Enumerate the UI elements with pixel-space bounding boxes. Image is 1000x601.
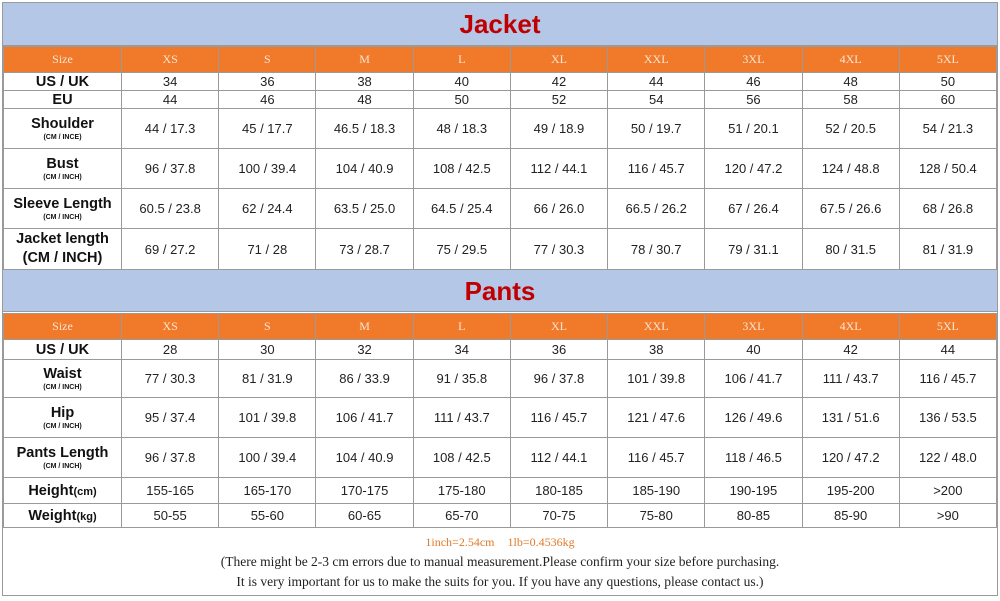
size-header-cell: XL <box>510 47 607 73</box>
value-cell: 51 / 20.1 <box>705 109 802 149</box>
value-cell: 81 / 31.9 <box>899 229 996 270</box>
value-cell: 67 / 26.4 <box>705 189 802 229</box>
value-cell: 185-190 <box>608 478 705 504</box>
measurement-row <box>4 340 997 360</box>
size-header-label: Size <box>4 47 122 73</box>
row-unit: (CM / INCE) <box>43 133 82 141</box>
value-cell: 38 <box>608 340 705 360</box>
value-cell: 34 <box>122 73 219 91</box>
pants-size-table <box>3 313 997 528</box>
value-cell: 79 / 31.1 <box>705 229 802 270</box>
row-unit: (CM / INCH) <box>43 213 82 221</box>
value-cell: 56 <box>705 91 802 109</box>
row-header <box>4 438 122 478</box>
value-cell: 104 / 40.9 <box>316 149 413 189</box>
row-header <box>4 189 122 229</box>
value-cell: 66.5 / 26.2 <box>608 189 705 229</box>
value-cell: 116 / 45.7 <box>510 398 607 438</box>
value-cell: 111 / 43.7 <box>413 398 510 438</box>
row-unit: (CM / INCH) <box>43 173 82 181</box>
value-cell: 55-60 <box>219 504 316 528</box>
measurement-row <box>4 229 997 270</box>
size-chart <box>2 2 998 596</box>
size-header-cell: 4XL <box>802 314 899 340</box>
value-cell: 190-195 <box>705 478 802 504</box>
value-cell: >90 <box>899 504 996 528</box>
notes-section <box>3 525 997 595</box>
row-unit: (CM / INCH) <box>43 422 82 430</box>
value-cell: 49 / 18.9 <box>510 109 607 149</box>
measurement-row <box>4 360 997 398</box>
value-cell: 75 / 29.5 <box>413 229 510 270</box>
jacket-size-table <box>3 46 997 270</box>
value-cell: 34 <box>413 340 510 360</box>
value-cell: 112 / 44.1 <box>510 149 607 189</box>
value-cell: 67.5 / 26.6 <box>802 189 899 229</box>
row-label: Sleeve Length <box>13 195 112 212</box>
value-cell: 54 <box>608 91 705 109</box>
row-label: Bust <box>46 155 79 172</box>
value-cell: 62 / 24.4 <box>219 189 316 229</box>
value-cell: 68 / 26.8 <box>899 189 996 229</box>
value-cell: 44 <box>899 340 996 360</box>
value-cell: 44 <box>608 73 705 91</box>
value-cell: 30 <box>219 340 316 360</box>
value-cell: 44 <box>122 91 219 109</box>
value-cell: 28 <box>122 340 219 360</box>
size-header-cell: 5XL <box>899 314 996 340</box>
value-cell: 96 / 37.8 <box>122 149 219 189</box>
value-cell: 77 / 30.3 <box>510 229 607 270</box>
row-label: US / UK <box>35 73 90 90</box>
row-header <box>4 229 122 270</box>
pants-title-band <box>3 269 997 312</box>
value-cell: 108 / 42.5 <box>413 438 510 478</box>
row-label: US / UK <box>35 341 90 358</box>
value-cell: 42 <box>802 340 899 360</box>
conversion-note <box>3 532 997 552</box>
row-header <box>4 149 122 189</box>
value-cell: 80 / 31.5 <box>802 229 899 270</box>
measurement-note: (There might be 2-3 cm errors due to manual measurement.Please confirm your size before purchasing. <box>220 554 780 569</box>
value-cell: 73 / 28.7 <box>316 229 413 270</box>
value-cell: 170-175 <box>316 478 413 504</box>
value-cell: 77 / 30.3 <box>122 360 219 398</box>
measurement-row <box>4 478 997 504</box>
value-cell: 36 <box>510 340 607 360</box>
size-header-row <box>4 47 997 73</box>
row-header <box>4 340 122 360</box>
value-cell: 112 / 44.1 <box>510 438 607 478</box>
value-cell: 46.5 / 18.3 <box>316 109 413 149</box>
value-cell: 96 / 37.8 <box>122 438 219 478</box>
value-cell: 46 <box>219 91 316 109</box>
value-cell: 101 / 39.8 <box>608 360 705 398</box>
value-cell: 70-75 <box>510 504 607 528</box>
size-header-cell: 3XL <box>705 314 802 340</box>
size-header-row <box>4 314 997 340</box>
row-unit: (kg) <box>76 510 97 523</box>
pants-title: Pants <box>464 276 536 306</box>
size-header-label: Size <box>4 314 122 340</box>
row-label: Jacket length <box>16 231 109 247</box>
row-label: Hip <box>50 404 75 421</box>
value-cell: 122 / 48.0 <box>899 438 996 478</box>
size-header-cell: XS <box>122 47 219 73</box>
value-cell: 50 <box>899 73 996 91</box>
value-cell: >200 <box>899 478 996 504</box>
value-cell: 44 / 17.3 <box>122 109 219 149</box>
measurement-row <box>4 504 997 528</box>
size-header-cell: S <box>219 314 316 340</box>
measurement-row <box>4 149 997 189</box>
size-header-cell: XXL <box>608 314 705 340</box>
value-cell: 165-170 <box>219 478 316 504</box>
inch-conversion: 1inch=2.54cm <box>425 535 495 549</box>
row-header <box>4 360 122 398</box>
value-cell: 54 / 21.3 <box>899 109 996 149</box>
value-cell: 48 / 18.3 <box>413 109 510 149</box>
value-cell: 175-180 <box>413 478 510 504</box>
row-header <box>4 91 122 109</box>
value-cell: 80-85 <box>705 504 802 528</box>
size-header-cell: S <box>219 47 316 73</box>
row-label: Weight <box>28 507 77 524</box>
value-cell: 58 <box>802 91 899 109</box>
measurement-row <box>4 91 997 109</box>
value-cell: 42 <box>510 73 607 91</box>
size-header-cell: 5XL <box>899 47 996 73</box>
value-cell: 101 / 39.8 <box>219 398 316 438</box>
size-header-cell: L <box>413 47 510 73</box>
value-cell: 96 / 37.8 <box>510 360 607 398</box>
value-cell: 118 / 46.5 <box>705 438 802 478</box>
value-cell: 121 / 47.6 <box>608 398 705 438</box>
size-header-cell: XS <box>122 314 219 340</box>
measurement-row <box>4 73 997 91</box>
row-header <box>4 478 122 504</box>
size-header-cell: L <box>413 314 510 340</box>
value-cell: 40 <box>413 73 510 91</box>
value-cell: 48 <box>316 91 413 109</box>
value-cell: 100 / 39.4 <box>219 438 316 478</box>
value-cell: 106 / 41.7 <box>316 398 413 438</box>
value-cell: 111 / 43.7 <box>802 360 899 398</box>
value-cell: 50-55 <box>122 504 219 528</box>
value-cell: 120 / 47.2 <box>802 438 899 478</box>
row-header <box>4 73 122 91</box>
value-cell: 95 / 37.4 <box>122 398 219 438</box>
measurement-row <box>4 109 997 149</box>
row-header <box>4 504 122 528</box>
size-header-cell: 3XL <box>705 47 802 73</box>
row-label: EU <box>52 91 73 108</box>
row-unit: (CM / INCH) <box>43 462 82 470</box>
value-cell: 69 / 27.2 <box>122 229 219 270</box>
value-cell: 50 / 19.7 <box>608 109 705 149</box>
value-cell: 116 / 45.7 <box>899 360 996 398</box>
value-cell: 136 / 53.5 <box>899 398 996 438</box>
row-header <box>4 398 122 438</box>
value-cell: 85-90 <box>802 504 899 528</box>
value-cell: 64.5 / 25.4 <box>413 189 510 229</box>
row-label: Waist <box>43 365 82 382</box>
row-label: Pants Length <box>16 444 109 461</box>
row-unit: (cm) <box>73 485 97 498</box>
value-cell: 195-200 <box>802 478 899 504</box>
value-cell: 36 <box>219 73 316 91</box>
contact-note: It is very important for us to make the suits for you. If you have any questions, please contact us.) <box>236 574 764 589</box>
value-cell: 50 <box>413 91 510 109</box>
value-cell: 78 / 30.7 <box>608 229 705 270</box>
value-cell: 126 / 49.6 <box>705 398 802 438</box>
value-cell: 60-65 <box>316 504 413 528</box>
measurement-row <box>4 398 997 438</box>
value-cell: 116 / 45.7 <box>608 149 705 189</box>
value-cell: 100 / 39.4 <box>219 149 316 189</box>
value-cell: 86 / 33.9 <box>316 360 413 398</box>
value-cell: 71 / 28 <box>219 229 316 270</box>
value-cell: 60 <box>899 91 996 109</box>
value-cell: 52 <box>510 91 607 109</box>
size-header-cell: XL <box>510 314 607 340</box>
value-cell: 63.5 / 25.0 <box>316 189 413 229</box>
value-cell: 131 / 51.6 <box>802 398 899 438</box>
size-header-cell: M <box>316 314 413 340</box>
value-cell: 120 / 47.2 <box>705 149 802 189</box>
value-cell: 52 / 20.5 <box>802 109 899 149</box>
value-cell: 38 <box>316 73 413 91</box>
size-header-cell: XXL <box>608 47 705 73</box>
value-cell: 40 <box>705 340 802 360</box>
value-cell: 180-185 <box>510 478 607 504</box>
value-cell: 108 / 42.5 <box>413 149 510 189</box>
measurement-row <box>4 438 997 478</box>
value-cell: 46 <box>705 73 802 91</box>
size-header-cell: 4XL <box>802 47 899 73</box>
row-unit-label: (CM / INCH) <box>22 250 103 266</box>
value-cell: 75-80 <box>608 504 705 528</box>
jacket-title: Jacket <box>459 9 541 39</box>
row-label: Shoulder <box>31 115 94 132</box>
value-cell: 65-70 <box>413 504 510 528</box>
lb-conversion: 1lb=0.4536kg <box>507 535 575 549</box>
row-header <box>4 109 122 149</box>
value-cell: 45 / 17.7 <box>219 109 316 149</box>
value-cell: 124 / 48.8 <box>802 149 899 189</box>
value-cell: 128 / 50.4 <box>899 149 996 189</box>
value-cell: 106 / 41.7 <box>705 360 802 398</box>
value-cell: 104 / 40.9 <box>316 438 413 478</box>
value-cell: 91 / 35.8 <box>413 360 510 398</box>
size-header-cell: M <box>316 47 413 73</box>
value-cell: 60.5 / 23.8 <box>122 189 219 229</box>
row-unit: (CM / INCH) <box>43 383 82 391</box>
value-cell: 81 / 31.9 <box>219 360 316 398</box>
value-cell: 116 / 45.7 <box>608 438 705 478</box>
value-cell: 155-165 <box>122 478 219 504</box>
jacket-title-band <box>3 3 997 46</box>
value-cell: 66 / 26.0 <box>510 189 607 229</box>
value-cell: 48 <box>802 73 899 91</box>
row-label: Height <box>28 482 74 499</box>
measurement-row <box>4 189 997 229</box>
value-cell: 32 <box>316 340 413 360</box>
